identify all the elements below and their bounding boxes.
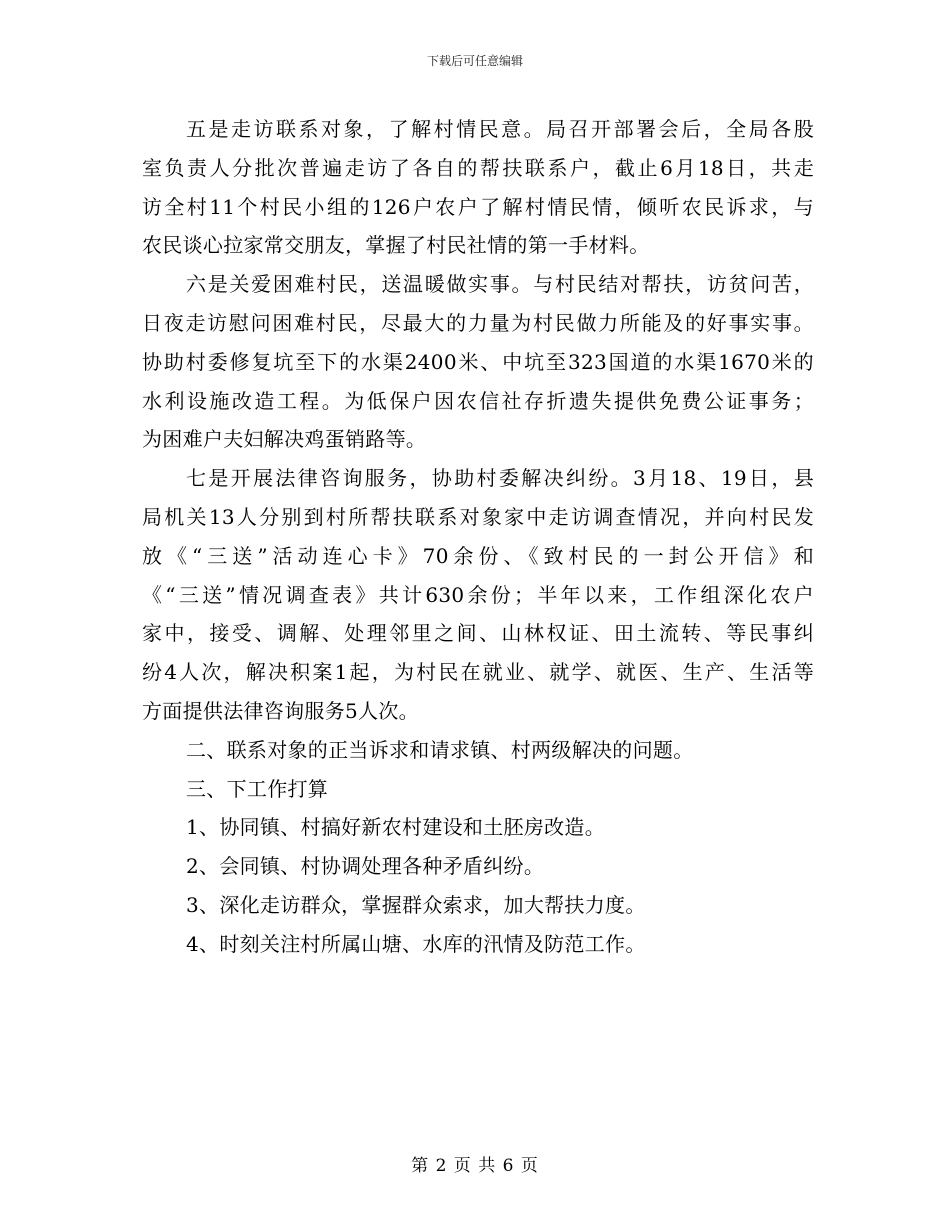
- section-heading-three: 三、下工作打算: [186, 776, 329, 801]
- plan-item: 3、深化走访群众，掌握群众索求，加大帮扶力度。: [186, 892, 646, 917]
- text-line: 室负责人分批次普遍走访了各自的帮扶联系户，截止6月18日，共走: [142, 155, 814, 180]
- plan-item: 1、协同镇、村搞好新农村建设和土胚房改造。: [186, 815, 606, 840]
- paragraph-six-care-for-villagers: [142, 265, 814, 459]
- paragraph-seven-legal-services: [142, 459, 814, 731]
- text-line: 五是走访联系对象，了解村情民意。局召开部署会后，全局各股: [186, 117, 814, 141]
- plan-item: 4、时刻关注村所属山塘、水库的汛情及防范工作。: [186, 931, 646, 956]
- text-line: 局机关13人分别到村所帮扶联系对象家中走访调查情况，并向村民发: [142, 504, 814, 529]
- text-line: 六是关爱困难村民，送温暖做实事。与村民结对帮扶，访贫问苦，: [186, 272, 814, 297]
- text-line: 协助村委修复坑至下的水渠2400米、中坑至323国道的水渠1670米的: [142, 349, 814, 374]
- plan-item: 2、会同镇、村协调处理各种矛盾纠纷。: [186, 854, 545, 879]
- text-line: 为困难户夫妇解决鸡蛋销路等。: [142, 427, 427, 452]
- text-line: 访全村11个村民小组的126户农户了解村情民情，倾听农民诉求，与: [142, 194, 814, 219]
- text-line: 农民谈心拉家常交朋友，掌握了村民社情的第一手材料。: [142, 233, 650, 258]
- text-line: 水利设施改造工程。为低保户因农信社存折遗失提供免费公证事务；: [142, 388, 814, 413]
- text-line: 放《“三送”活动连心卡》70余份、《致村民的一封公开信》和: [142, 543, 814, 568]
- text-line: 家中，接受、调解、处理邻里之间、山林权证、田土流转、等民事纠: [142, 621, 814, 646]
- document-body: [142, 110, 814, 964]
- paragraph-five-visit-contacts: [142, 110, 814, 265]
- page-number-footer: 第 2 页 共 6 页: [411, 1156, 539, 1176]
- text-line: 方面提供法律咨询服务5人次。: [142, 698, 419, 723]
- text-line: 七是开展法律咨询服务，协助村委解决纠纷。3月18、19日，县: [186, 466, 814, 491]
- section-heading-two: 二、联系对象的正当诉求和请求镇、村两级解决的问题。: [186, 737, 694, 762]
- text-line: 日夜走访慰问困难村民，尽最大的力量为村民做力所能及的好事实事。: [142, 310, 814, 335]
- page-header: 下载后可任意编辑: [426, 54, 523, 68]
- text-line: 纷4人次，解决积案1起，为村民在就业、就学、就医、生产、生活等: [142, 660, 814, 685]
- text-line: 《“三送”情况调查表》共计630余份；半年以来，工作组深化农户: [142, 582, 814, 607]
